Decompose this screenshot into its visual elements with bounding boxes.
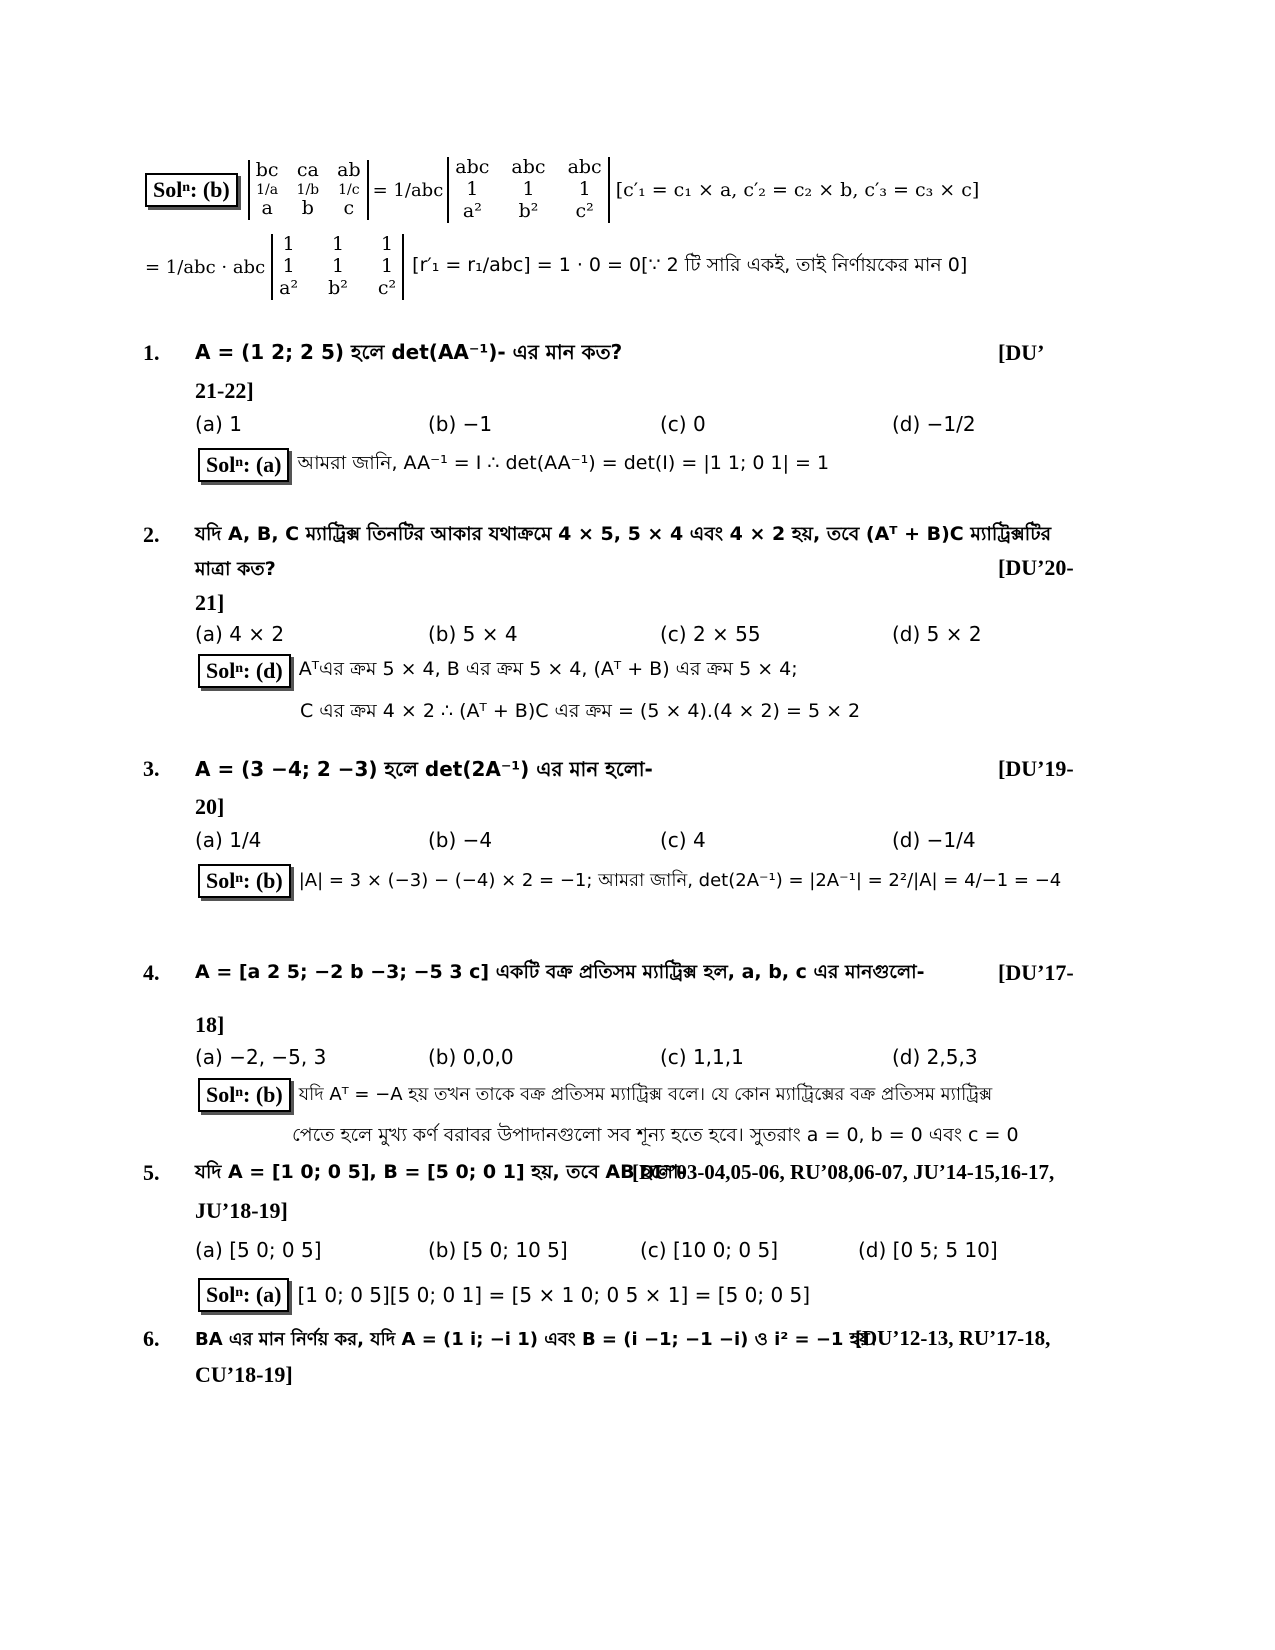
question-4-option-d[interactable]: (d) 2,5,3 [892, 1045, 978, 1069]
question-1-option-a[interactable]: (a) 1 [195, 412, 242, 436]
question-6-tag-cont: CU’18-19] [195, 1362, 293, 1387]
solution-text: |A| = 3 × (−3) − (−4) × 2 = −1; আমরা জানি, det(2A⁻¹) = |2A⁻¹| = 2²/|A| = 4/−1 = −4 [298, 869, 1062, 891]
question-2-solution [198, 654, 798, 688]
question-3-option-b[interactable]: (b) −4 [428, 828, 493, 852]
question-2-number: 2. [143, 522, 160, 547]
question-4-option-c[interactable]: (c) 1,1,1 [660, 1045, 744, 1069]
question-3-tag-cont: 20] [195, 794, 225, 819]
question-6-text: BA এর মান নির্ণয় কর, যদি A = (1 i; −i 1) এবং B = (i −1; −1 −i) ও i² = −1 হয়। [195, 1329, 877, 1350]
question-5-option-c[interactable]: (c) [10 0; 0 5] [640, 1238, 778, 1262]
solution-label: Solⁿ: (a) [198, 1278, 289, 1312]
solution-label: Solⁿ: (b) [198, 1078, 291, 1112]
question-4-text: A = [a 2 5; −2 b −3; −5 3 c] একটি বক্র প্রতিসম ম্যাট্রিক্স হল, a, b, c এর মানগুলো- [195, 961, 925, 983]
solution-text: Aᵀএর ক্রম 5 × 4, B এর ক্রম 5 × 4, (Aᵀ + B) এর ক্রম 5 × 4; [298, 658, 798, 680]
question-6-number: 6. [143, 1326, 160, 1351]
question-2-option-b[interactable]: (b) 5 × 4 [428, 622, 518, 646]
header-solution-line2 [145, 232, 967, 302]
question-5-option-d[interactable]: (d) [0 5; 5 10] [858, 1238, 998, 1262]
question-2-option-d[interactable]: (d) 5 × 2 [892, 622, 982, 646]
determinant-2: abc abc abc 1 1 1 a² b² c² [447, 157, 609, 223]
question-2-tag: [DU’20- [998, 555, 1074, 580]
question-5-tag: [DU’03-04,05-06, RU’08,06-07, JU’14-15,16-17, [632, 1160, 1055, 1184]
equals-fraction: = 1/abc [372, 179, 444, 201]
line2-prefix: = 1/abc · abc [145, 256, 266, 278]
question-4-solution [198, 1078, 992, 1112]
question-5-tag-cont: JU’18-19] [195, 1198, 288, 1223]
question-5-option-a[interactable]: (a) [5 0; 0 5] [195, 1238, 322, 1262]
question-4-tag: [DU’17- [998, 960, 1074, 985]
question-5-solution [198, 1278, 810, 1312]
solution-label: Solⁿ: (a) [198, 448, 289, 482]
question-5-option-b[interactable]: (b) [5 0; 10 5] [428, 1238, 568, 1262]
solution-text: যদি Aᵀ = −A হয় তখন তাকে বক্র প্রতিসম ম্যাট্রিক্স বলে। যে কোন ম্যাট্রিক্সের বক্র প্রতিসম ম্যাট্রিক্স [298, 1083, 993, 1105]
question-3-text: A = (3 −4; 2 −3) হলে det(2A⁻¹) এর মান হলো- [195, 757, 653, 781]
question-1-solution [198, 448, 829, 482]
question-2-solution-cont: C এর ক্রম 4 × 2 ∴ (Aᵀ + B)C এর ক্রম = (5 × 4).(4 × 2) = 5 × 2 [300, 700, 861, 722]
column-operations: [c′₁ = c₁ × a, c′₂ = c₂ × b, c′₃ = c₃ × c] [615, 179, 980, 201]
question-4-number: 4. [143, 960, 160, 985]
question-4-solution-cont: পেতে হলে মুখ্য কর্ণ বরাবর উপাদানগুলো সব শূন্য হতে হবে। সুতরাং a = 0, b = 0 এবং c = 0 [292, 1124, 1019, 1146]
question-1-option-d[interactable]: (d) −1/2 [892, 412, 976, 436]
question-4-option-b[interactable]: (b) 0,0,0 [428, 1045, 514, 1069]
question-4-option-a[interactable]: (a) −2, −5, 3 [195, 1045, 327, 1069]
solution-label: Solⁿ: (b) [145, 173, 238, 207]
solution-label: Solⁿ: (b) [198, 864, 291, 898]
solution-text: [1 0; 0 5][5 0; 0 1] = [5 × 1 0; 0 5 × 1] = [5 0; 0 5] [297, 1283, 811, 1307]
question-5-text: যদি A = [1 0; 0 5], B = [5 0; 0 1] হয়, তবে AB হলো- [195, 1161, 687, 1183]
question-1-tag-cont: 21-22] [195, 378, 254, 403]
question-3-option-c[interactable]: (c) 4 [660, 828, 706, 852]
determinant-1: bc ca ab 1/a 1/b 1/c a b c [248, 160, 369, 220]
question-2-option-a[interactable]: (a) 4 × 2 [195, 622, 285, 646]
question-3-solution [198, 864, 1061, 898]
question-1-number: 1. [143, 340, 160, 365]
question-2-option-c[interactable]: (c) 2 × 55 [660, 622, 761, 646]
question-6-tag: [DU’12-13, RU’17-18, [855, 1326, 1051, 1350]
determinant-3: 1 1 1 1 1 1 a² b² c² [271, 234, 404, 300]
solution-label: Solⁿ: (d) [198, 654, 291, 688]
question-2-tag-cont: 21] [195, 590, 225, 615]
question-3-number: 3. [143, 756, 160, 781]
question-1-option-b[interactable]: (b) −1 [428, 412, 493, 436]
question-5-number: 5. [143, 1160, 160, 1185]
header-solution [145, 145, 979, 235]
solution-text: আমরা জানি, AA⁻¹ = I ∴ det(AA⁻¹) = det(I) = |1 1; 0 1| = 1 [297, 452, 830, 474]
question-1-tag: [DU’ [998, 340, 1045, 365]
question-1-option-c[interactable]: (c) 0 [660, 412, 706, 436]
question-3-option-a[interactable]: (a) 1/4 [195, 828, 262, 852]
question-3-tag: [DU’19- [998, 756, 1074, 781]
question-2-text: যদি A, B, C ম্যাট্রিক্স তিনটির আকার যথাক্রমে 4 × 5, 5 × 4 এবং 4 × 2 হয়, তবে (Aᵀ + B)C ম্যাট্রিক্সটির [195, 523, 1052, 545]
question-2-text-cont: মাত্রা কত? [195, 558, 276, 580]
row-operations: [r′₁ = r₁/abc] = 1 · 0 = 0[∵ 2 টি সারি একই, তাই নির্ণায়কের মান 0] [412, 254, 968, 276]
question-3-option-d[interactable]: (d) −1/4 [892, 828, 976, 852]
question-1-text: A = (1 2; 2 5) হলে det(AA⁻¹)- এর মান কত? [195, 340, 623, 364]
question-4-tag-cont: 18] [195, 1012, 225, 1037]
